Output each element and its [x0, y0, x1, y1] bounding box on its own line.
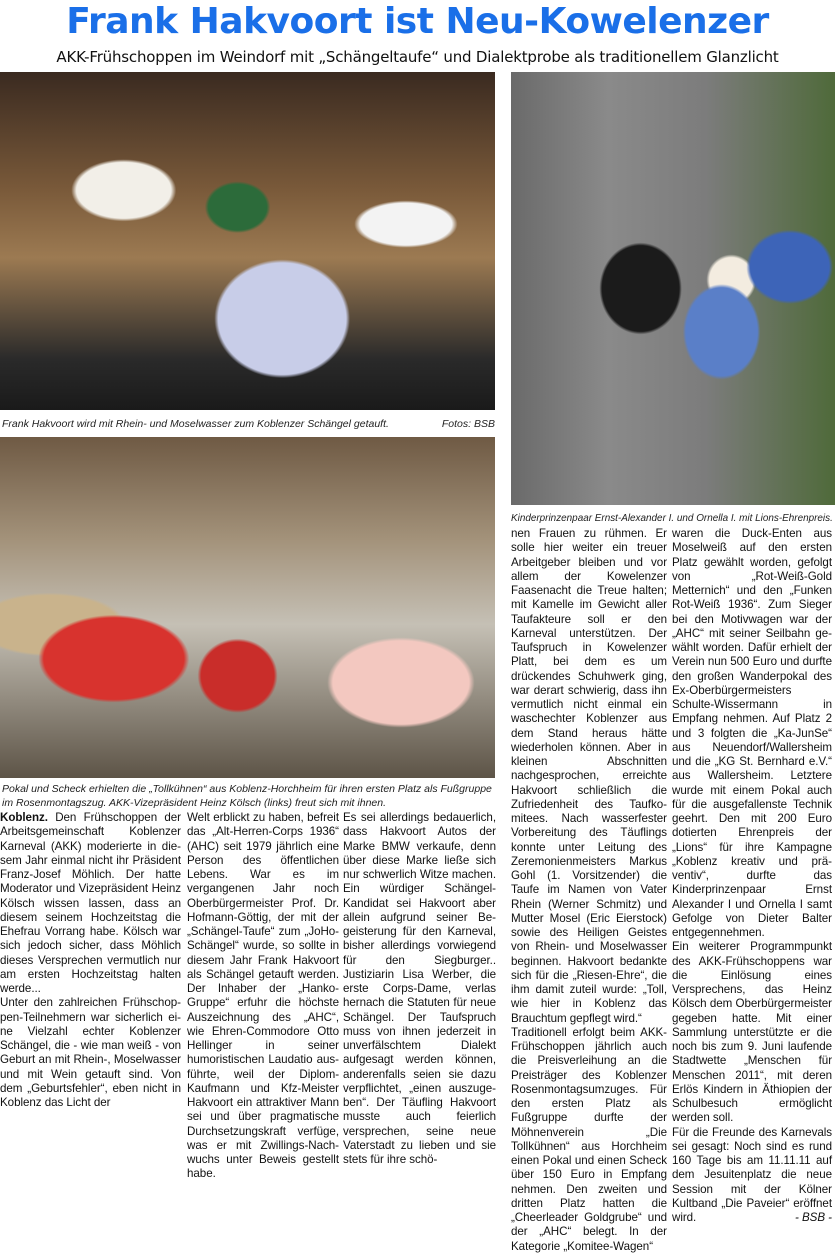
- article-column-4: [511, 527, 667, 1254]
- author-signature: - BSB -: [794, 1211, 832, 1224]
- paragraph: Traditionell erfolgt beim AKK-Frühschoppen jährlich auch die Preisverleihung an die Preisträger des Koblenzer Rosenmontagsumzuges. Für den ersten Platz als Fußgruppe durfte der Möhnenverein „Die Tollkühnen“ aus Horchheim einen Pokal und einen Scheck über 150 Euro in Empfang nehmen. Den zweiten und dritten Platz hatten die „Cheerleader Goldgrube“ und der „AHC“ belegt. In der Kategorie „Komitee-Wagen“: [511, 1025, 667, 1253]
- photo-caption-prince-couple: Kinderprinzenpaar Ernst-Alexander I. und Ornella I. mit Lions-Ehrenpreis.: [511, 512, 833, 524]
- headline: Frank Hakvoort ist Neu-Kowelenzer: [66, 1, 769, 42]
- article-column-5: [672, 527, 832, 1225]
- article-column-1: [0, 811, 181, 1110]
- paragraph: Es sei allerdings bedauerlich, dass Hakvoort Autos der Marke BMW verkaufe, denn über diese Marke ließe sich nur schwerlich Witze machen. Ein würdiger Schängel-Kandidat sei Hakvoort aber allein aufgrund seiner Begeisterung für den Karneval, bisher allerdings vorwiegend für den Siegburger.. Justiziarin Lisa Werber, die erste Corps-Dame, verlas hernach die Statuten für neue Schängel. Der Taufspruch muss von ihnen jederzeit in unverfälschtem Dialekt aufgesagt werden können, anderenfalls seien sie dazu verpflichtet, „einen auszugeben“. Der Täufling Hakvoort musste auch feierlich versprechen, seine neue Vaterstadt zu lieben und sie stets für ihre schö-: [343, 811, 496, 1166]
- photo-children-prince-couple: [511, 72, 835, 505]
- paragraph: Unter den zahlreichen Frühschoppen-Teilnehmern war sicherlich eine Vielzahl echter Koblenzer Schängel, die - wie man weiß - von Geburt an mit Rhein-, Moselwasser und mit Wein getauft sind. Von dem „Geburtsfehler“, eben nicht in Koblenz das Licht der: [0, 996, 181, 1109]
- article-column-3: [343, 811, 496, 1167]
- photo-tollkuehnen-award: [0, 437, 495, 778]
- paragraph: Den Frühschoppen der Arbeitsgemeinschaft Koblenzer Karneval (AKK) moderierte in diesem Jahr einmal nicht ihr Präsident Franz-Josef Möhlich. Der hatte Moderator und Vizepräsident Heinz Kölsch wissen lassen, dass an diesem seinem Hochzeitstag die Ehefrau Vorrang habe. Kölsch war sich jedoch sicher, dass Möhlich dieses Versprechen vermutlich nur am ersten Hochzeitstag halten werde...: [0, 811, 181, 995]
- paragraph: waren die Duck-Enten aus Moselweiß auf den ersten Platz gewählt worden, gefolgt von „Rot-Weiß-Gold Metternich“ und den „Funken Rot-Weiß 1936“. Zum Sieger bei den Motivwagen war der „AHC“ mit seiner Seilbahn gewählt worden. Dafür erhielt der Verein nun 500 Euro und durfte den großen Wanderpokal des Ex-Oberbürgermeisters Schulte-Wissermann in Empfang nehmen. Auf Platz 2 und 3 folgten die „Ka-JunSe“ aus Neuendorf/Wallersheim und die „KG St. Bernhard e.V.“ aus Wallersheim. Letztere wurde mit einem Pokal auch für die ausgefallenste Technik geehrt. Den mit 200 Euro dotierten Ehrenpreis der „Lions“ für ihre Kampagne „Koblenz kreativ und präventiv“, durfte das Kinderprinzenpaar Ernst Alexander I und Ornella I samt Gefolge von Dieter Balter entgegennehmen.: [672, 527, 832, 939]
- paragraph: Welt erblickt zu haben, befreit das „Alt-Herren-Corps 1936“ (AHC) seit 1979 jährlich eine Person des öffentlichen Lebens. War es im vergangenen Jahr noch Oberbürgermeister Prof. Dr. Hofmann-Göttig, der mit der „Schängel-Taufe“ zum „JoHo-Schängel“ wurde, so sollte in diesem Jahr Frank Hakvoort als Schängel getauft werden. Der Inhaber der „Hanko-Gruppe“ erfuhr die höchste Auszeichnung des „AHC“, wie Ehren-Commodore Otto Hellinger in seiner humoristischen Laudatio ausführte, weil der Diplom-Kaufmann und Kfz-Meister Hakvoort ein attraktiver Mann sei und über pragmatische Durchsetzungskraft verfüge, was er mit Zwillings-Nachwuchs unter Beweis gestellt habe.: [187, 811, 339, 1181]
- photo-caption-award: Pokal und Scheck erhielten die „Tollkühnen“ aus Koblenz-Horchheim für ihren ersten Platz als Fußgruppe im Rosenmontagszug. AKK-Vizepräsident Heinz Kölsch (links) freut sich mit ihnen.: [2, 783, 492, 809]
- paragraph: nen Frauen zu rühmen. Er solle hier weiter ein treuer Arbeitgeber bleiben und vor allem der Kowelenzer Faasenacht die Treue halten; mit Kamelle im Gewicht aller Taufakteure soll er den Karneval unterstützen. Der Taufspruch in Kowelenzer Platt, bei dem es um drückendes Schuhwerk ging, war derart schwierig, dass ihn vermutlich nicht einmal ein waschechter Koblenzer aus dem Stand heraus hätte wiederholen können. Aber in kleinen Abschnitten nachgesprochen, erreichte Hakvoort schließlich die Zufriedenheit des Taufkomitees. Nach wasserfester Vorbereitung des Täuflings konnte unter Leitung des Zeremonienmeisters Markus Gohl (1. Vorsitzender) die Taufe im Namen von Vater Rhein (Werner Schmitz) und Mutter Mosel (Eric Eierstock) sowie des Heiligen Geistes von Rhein- und Moselwasser beginnen. Hakvoort bedankte sich für die „Riesen-Ehre“, die ihm damit zuteil wurde: „Toll, wie hier in Koblenz das Brauchtum gepflegt wird.“: [511, 527, 667, 1025]
- photo-schaengel-baptism: [0, 72, 495, 410]
- paragraph: Für die Freunde des Karnevals sei gesagt: Noch sind es rund 160 Tage bis am 11.11.11 auf dem Jesuitenplatz die neue Session mit der Kölner Kultband „Die Paveier“ eröffnet wird.: [672, 1125, 832, 1224]
- subheadline: AKK-Frühschoppen im Weindorf mit „Schängeltaufe“ und Dialektprobe als traditionellem Glanzlicht: [56, 48, 779, 66]
- photo-caption-baptism: Frank Hakvoort wird mit Rhein- und Moselwasser zum Koblenzer Schängel getauft.: [2, 418, 389, 430]
- photo-credit: Fotos: BSB: [441, 418, 495, 430]
- paragraph: Ein weiterer Programmpunkt des AKK-Frühschoppens war die Einlösung eines Versprechens, das Heinz Kölsch dem Oberbürgermeister gegeben hatte. Mit einer Sammlung unterstützte er die noch bis zum 9. Juni laufende Stadtwette „Menschen für Menschen 2011“, mit deren Erlös Kindern in Äthiopien der Schulbesuch ermöglicht werden soll.: [672, 940, 832, 1125]
- article-column-2: [187, 811, 339, 1182]
- dateline: Koblenz.: [0, 811, 48, 824]
